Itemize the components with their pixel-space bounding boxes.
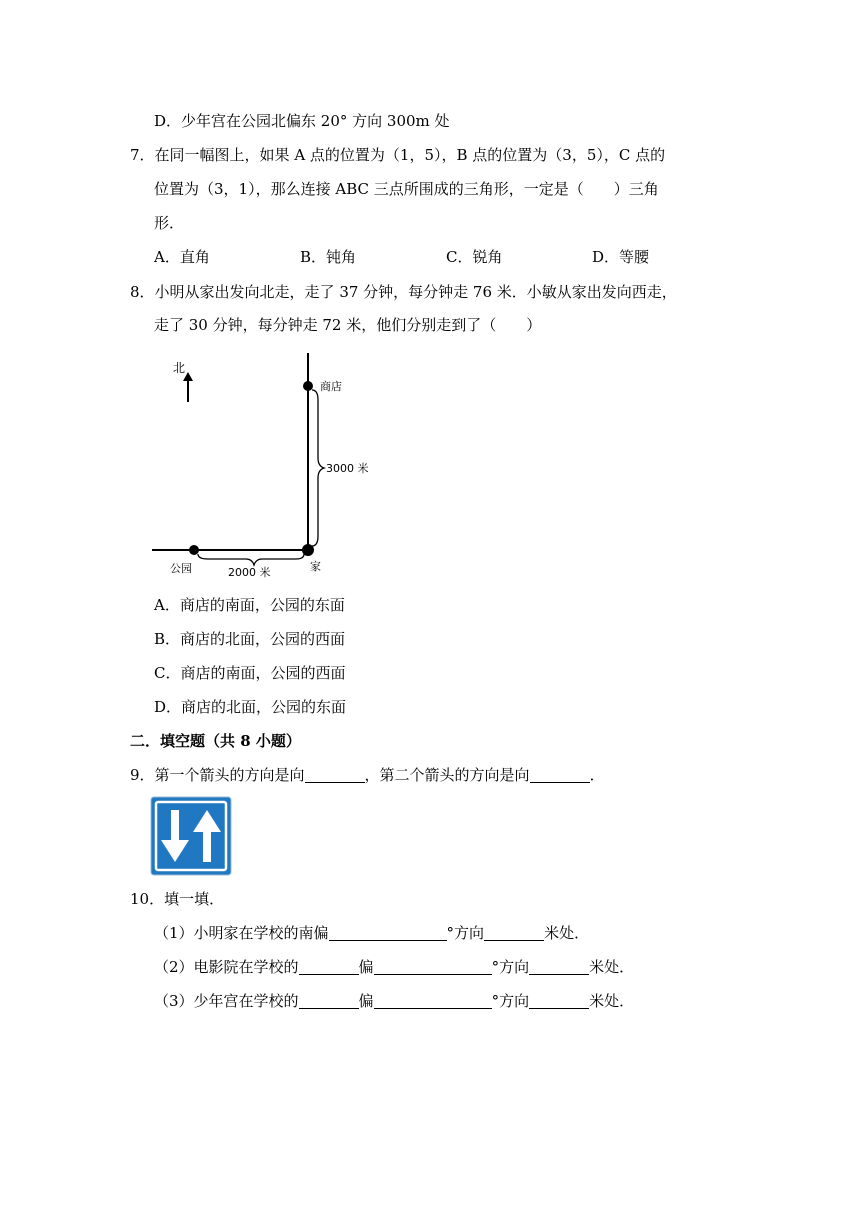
q10-sub2-blank3[interactable] [529,959,589,975]
horizontal-distance-label: 2000 米 [228,566,271,579]
q6-option-d: D．少年宫在公园北偏东 20° 方向 300m 处 [154,112,450,130]
q10-sub2-text-b: 偏 [358,958,374,976]
horizontal-distance-brace [198,554,304,565]
shop-label: 商店 [320,380,342,393]
q10-sub1-blank1[interactable] [329,925,447,941]
q10-sub2-text-c: °方向 [491,958,530,976]
home-label: 家 [310,560,321,573]
shop-point [303,381,313,391]
q10-sub3-text-b: 偏 [358,992,374,1010]
north-label: 北 [172,361,186,375]
q10-sub3-blank1[interactable] [299,993,359,1009]
q9-part3: ． [589,766,605,784]
q9-line [130,764,605,786]
q10-sub2-text-d: 米处． [589,958,635,976]
q9-part1: 9．第一个箭头的方向是向 [130,766,305,784]
q9-arrow-sign [150,796,232,876]
q10-sub3-text-c: °方向 [491,992,530,1010]
q7-line1: 7．在同一幅图上，如果 A 点的位置为（1，5），B 点的位置为（3，5），C 点的 [130,146,666,164]
section2-title: 二．填空题（共 8 小题） [130,732,301,750]
q10-sub3-blank3[interactable] [529,993,589,1009]
q7-option-a: A．直角 [154,248,210,266]
q7-line2: 位置为（3，1），那么连接 ABC 三点所围成的三角形，一定是（ ）三角 [154,180,659,198]
q9-blank1[interactable] [305,767,365,783]
q9-part2: ，第二个箭头的方向是向 [364,766,530,784]
q10-sub2-blank1[interactable] [299,959,359,975]
q10-sub2-text-a: （2）电影院在学校的 [154,958,299,976]
q10-sub1-text-c: 米处． [544,924,590,942]
q10-sub3-text-a: （3）少年宫在学校的 [154,992,299,1010]
q8-map-figure [150,350,375,582]
north-arrow-icon [183,372,193,402]
q7-options [154,246,649,268]
q10-sub1-blank2[interactable] [484,925,544,941]
q7-option-b: B．钝角 [300,248,357,266]
q7-line3: 形． [154,214,185,232]
q10-sub1-text-a: （1）小明家在学校的南偏 [154,924,329,942]
q10-sub3-text-d: 米处． [589,992,635,1010]
q8-line2: 走了 30 分钟，每分钟走 72 米，他们分别走到了（ ） [154,316,542,334]
q8-option-d: D．商店的北面，公园的东面 [154,698,347,716]
q10-title: 10．填一填． [130,890,225,908]
vertical-distance-brace [312,390,324,546]
q10-sub3 [154,990,634,1012]
vertical-distance-label: 3000 米 [326,462,369,475]
q10-sub2-blank2[interactable] [374,959,492,975]
q7-option-c: C．锐角 [446,248,503,266]
q10-sub3-blank2[interactable] [374,993,492,1009]
park-point [189,545,199,555]
q8-line1: 8．小明从家出发向北走，走了 37 分钟，每分钟走 76 米．小敏从家出发向西走， [130,283,677,301]
q10-sub1-text-b: °方向 [446,924,485,942]
q7-option-d: D．等腰 [592,248,650,266]
q8-option-c: C．商店的南面，公园的西面 [154,664,346,682]
q10-sub1 [154,922,589,944]
q10-sub2 [154,956,634,978]
q9-blank2[interactable] [530,767,590,783]
q8-option-b: B．商店的北面，公园的西面 [154,630,346,648]
park-label: 公园 [170,562,192,575]
q8-option-a: A．商店的南面，公园的东面 [154,596,345,614]
